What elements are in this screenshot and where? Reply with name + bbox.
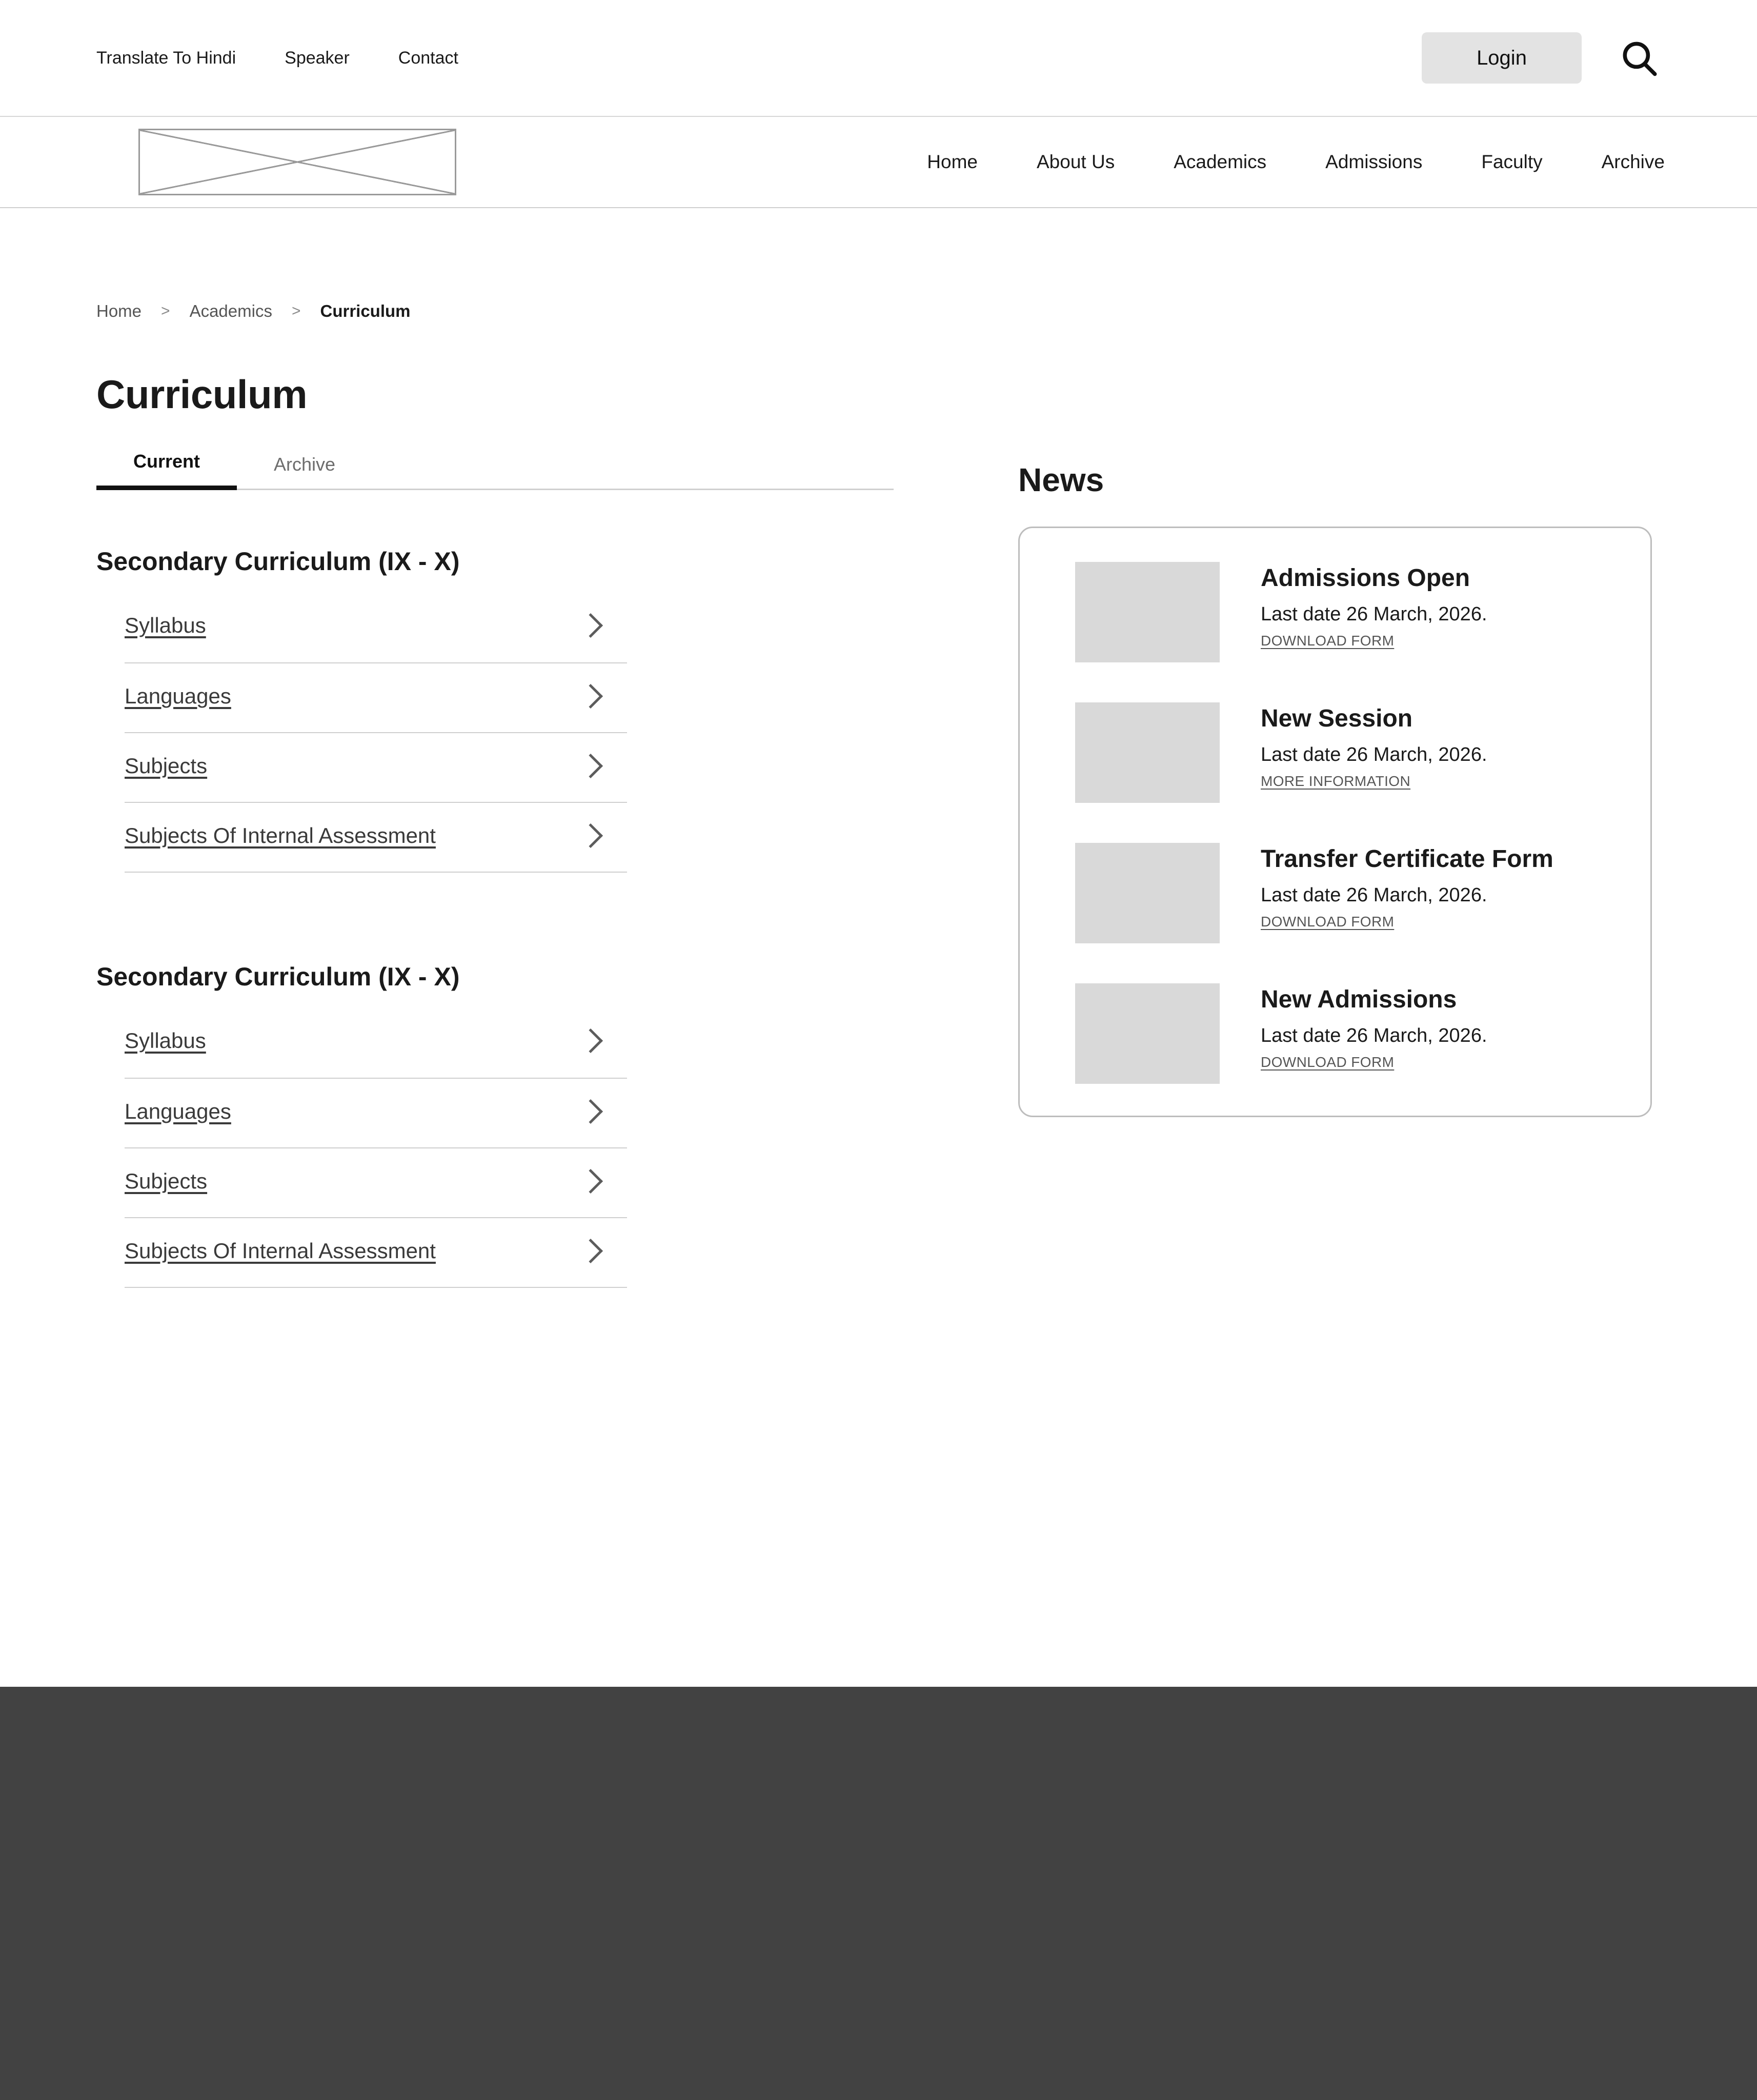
utility-links xyxy=(96,48,458,68)
news-action-link[interactable]: DOWNLOAD FORM xyxy=(1261,914,1395,930)
list-item-label: Subjects Of Internal Assessment xyxy=(125,1239,436,1263)
list-item-label: Languages xyxy=(125,1099,231,1123)
translate-link[interactable]: Translate To Hindi xyxy=(96,48,236,68)
nav-item-archive[interactable]: Archive xyxy=(1601,151,1665,172)
chevron-right-icon xyxy=(578,754,603,778)
list-item-label: Subjects xyxy=(125,1169,208,1193)
list-item-label: Languages xyxy=(125,684,231,708)
list-item-label: Subjects xyxy=(125,754,208,778)
news-heading: New Session xyxy=(1261,705,1413,732)
news-item[interactable] xyxy=(1075,983,1621,1084)
tab-archive[interactable]: Archive xyxy=(237,454,372,489)
breadcrumb-separator: > xyxy=(161,302,170,319)
list-item[interactable] xyxy=(125,601,627,663)
news-item[interactable] xyxy=(1075,562,1621,662)
section-link-list xyxy=(125,1016,627,1288)
nav-item-academics[interactable]: Academics xyxy=(1174,151,1267,172)
news-body xyxy=(1261,702,1487,790)
site-logo[interactable] xyxy=(138,129,456,195)
search-icon[interactable] xyxy=(1613,32,1665,84)
news-item[interactable] xyxy=(1075,843,1621,943)
curriculum-tabs xyxy=(96,451,894,490)
content-columns xyxy=(96,451,1665,1288)
news-body xyxy=(1261,843,1553,930)
chevron-right-icon xyxy=(578,684,603,709)
news-action-link[interactable]: DOWNLOAD FORM xyxy=(1261,633,1395,649)
list-item[interactable] xyxy=(125,803,627,873)
list-item[interactable] xyxy=(125,1016,627,1079)
list-item[interactable] xyxy=(125,1218,627,1288)
chevron-right-icon xyxy=(578,1099,603,1124)
nav-links xyxy=(927,151,1665,173)
news-thumbnail xyxy=(1075,562,1220,662)
news-body xyxy=(1261,562,1487,649)
chevron-right-icon xyxy=(578,1028,603,1053)
list-item[interactable] xyxy=(125,733,627,803)
chevron-right-icon xyxy=(578,1239,603,1263)
speaker-link[interactable]: Speaker xyxy=(285,48,350,68)
list-item-label: Syllabus xyxy=(125,1028,206,1053)
news-title: News xyxy=(1018,461,1104,498)
chevron-right-icon xyxy=(578,823,603,848)
site-footer xyxy=(0,1687,1757,2100)
list-item[interactable] xyxy=(125,1079,627,1148)
curriculum-section xyxy=(96,962,896,1288)
news-card xyxy=(1018,527,1652,1117)
news-date: Last date 26 March, 2026. xyxy=(1261,603,1487,625)
section-link-list xyxy=(125,601,627,873)
list-item[interactable] xyxy=(125,1148,627,1218)
contact-link[interactable]: Contact xyxy=(398,48,458,68)
main-navigation xyxy=(0,117,1757,208)
news-date: Last date 26 March, 2026. xyxy=(1261,884,1487,906)
utility-actions xyxy=(1422,32,1665,84)
chevron-right-icon xyxy=(578,1169,603,1194)
news-thumbnail xyxy=(1075,702,1220,803)
nav-item-faculty[interactable]: Faculty xyxy=(1481,151,1543,172)
chevron-right-icon xyxy=(578,613,603,638)
tab-current[interactable]: Current xyxy=(96,451,237,490)
nav-item-home[interactable]: Home xyxy=(927,151,978,172)
news-heading: Transfer Certificate Form xyxy=(1261,845,1553,873)
page-title: Curriculum xyxy=(96,372,308,417)
news-item[interactable] xyxy=(1075,702,1621,803)
breadcrumb-item-home[interactable]: Home xyxy=(96,301,142,320)
nav-item-about-us[interactable]: About Us xyxy=(1037,151,1115,172)
curriculum-section xyxy=(96,547,896,873)
breadcrumb-item-academics[interactable]: Academics xyxy=(189,301,272,320)
news-heading: New Admissions xyxy=(1261,986,1457,1013)
login-button[interactable]: Login xyxy=(1422,32,1582,84)
section-divider-space xyxy=(96,873,896,905)
news-heading: Admissions Open xyxy=(1261,564,1470,592)
news-thumbnail xyxy=(1075,983,1220,1084)
list-item-label: Subjects Of Internal Assessment xyxy=(125,823,436,847)
news-date: Last date 26 March, 2026. xyxy=(1261,1025,1487,1046)
news-column xyxy=(1018,451,1654,1117)
utility-bar xyxy=(0,0,1757,117)
news-thumbnail xyxy=(1075,843,1220,943)
breadcrumb-item-curriculum: Curriculum xyxy=(320,301,411,320)
news-action-link[interactable]: DOWNLOAD FORM xyxy=(1261,1054,1395,1070)
news-date: Last date 26 March, 2026. xyxy=(1261,744,1487,765)
page-content xyxy=(0,208,1757,1721)
list-item[interactable] xyxy=(125,663,627,733)
curriculum-column xyxy=(96,451,896,1288)
breadcrumb-separator: > xyxy=(291,302,301,319)
news-action-link[interactable]: MORE INFORMATION xyxy=(1261,773,1411,789)
list-item-label: Syllabus xyxy=(125,613,206,637)
section-title: Secondary Curriculum (IX - X) xyxy=(96,547,460,576)
section-title: Secondary Curriculum (IX - X) xyxy=(96,962,460,991)
breadcrumb xyxy=(96,208,1665,321)
nav-item-admissions[interactable]: Admissions xyxy=(1325,151,1423,172)
news-body xyxy=(1261,983,1487,1071)
